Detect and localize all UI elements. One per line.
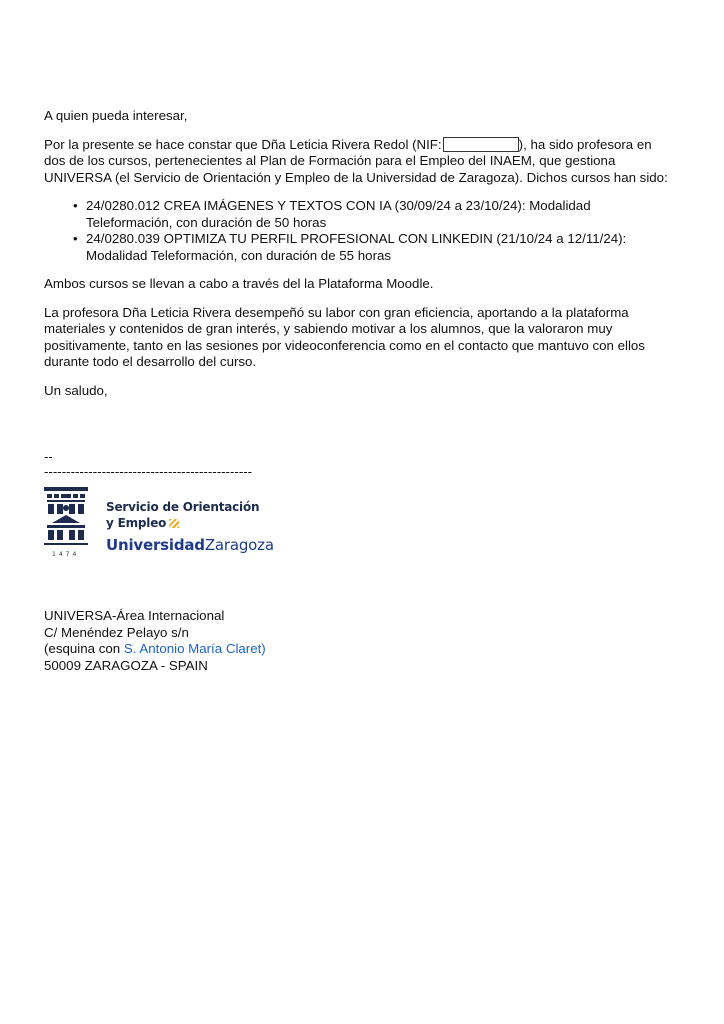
address-line-3-prefix: (esquina con bbox=[44, 641, 124, 656]
logo-wordmark bbox=[106, 499, 274, 554]
signature-separator-short: -- bbox=[44, 449, 53, 464]
logo-university-regular: Zaragoza bbox=[204, 536, 274, 554]
logo-employment-text: y Empleo bbox=[106, 516, 167, 530]
course-item: • 24/0280.039 OPTIMIZA TU PERFIL PROFESIONAL CON LINKEDIN (21/10/24 a 12/11/24): Modalidad Teleformación, con duración de 55 horas bbox=[86, 231, 674, 264]
evaluation-paragraph: La profesora Dña Leticia Rivera desempeñó su labor con gran eficiencia, aportando a la plataforma materiales y contenidos de gran interés, y sabiendo motivar a los alumnos, que la valoraron muy positivamente, tanto en las sesiones por videoconferencia como en el contacto que mantuvo con ellos durante todo el desarrollo del curso. bbox=[44, 304, 645, 369]
platform-paragraph: Ambos cursos se llevan a cabo a través del la Plataforma Moodle. bbox=[44, 276, 434, 291]
course-list bbox=[44, 198, 674, 264]
postal-address bbox=[44, 608, 266, 674]
street-map-link[interactable]: S. Antonio María Claret) bbox=[123, 641, 266, 656]
logo-university-bold: Universidad bbox=[106, 536, 205, 554]
address-line-1: UNIVERSA-Área Internacional bbox=[44, 608, 225, 623]
logo-employment-line bbox=[106, 515, 274, 531]
course-item: • 24/0280.012 CREA IMÁGENES Y TEXTOS CON IA (30/09/24 a 23/10/24): Modalidad Teleformación, con duración de 50 horas bbox=[86, 198, 674, 231]
universa-logo bbox=[44, 487, 284, 559]
letter-body bbox=[44, 108, 674, 559]
intro-text-before-nif: Por la presente se hace constar que Dña Leticia Rivera Redol (NIF: bbox=[44, 136, 442, 152]
address-line-2: C/ Menéndez Pelayo s/n bbox=[44, 624, 189, 640]
redacted-nif-box bbox=[443, 137, 519, 152]
closing: Un saludo, bbox=[44, 382, 108, 398]
address-line-3 bbox=[44, 641, 266, 658]
logo-university-line bbox=[106, 536, 274, 554]
greeting: A quien pueda interesar, bbox=[44, 108, 188, 123]
logo-year: 1474 bbox=[52, 551, 80, 558]
address-line-4: 50009 ZARAGOZA - SPAIN bbox=[44, 657, 208, 673]
intro-paragraph bbox=[44, 137, 674, 187]
logo-service-line: Servicio de Orientación bbox=[106, 500, 260, 514]
intro-text-after-nif: ), ha sido profesora en dos de los cursos, pertenecientes al Plan de Formación para el Empleo del INAEM, que gestiona UNIVERSA (el Servicio de Orientación y Empleo de la Universidad de Zaragoza). Dichos cursos han sido: bbox=[44, 136, 668, 185]
signature-separator-long: ----------------------------------------------- bbox=[44, 464, 253, 479]
logo-stripes-icon bbox=[169, 519, 179, 528]
